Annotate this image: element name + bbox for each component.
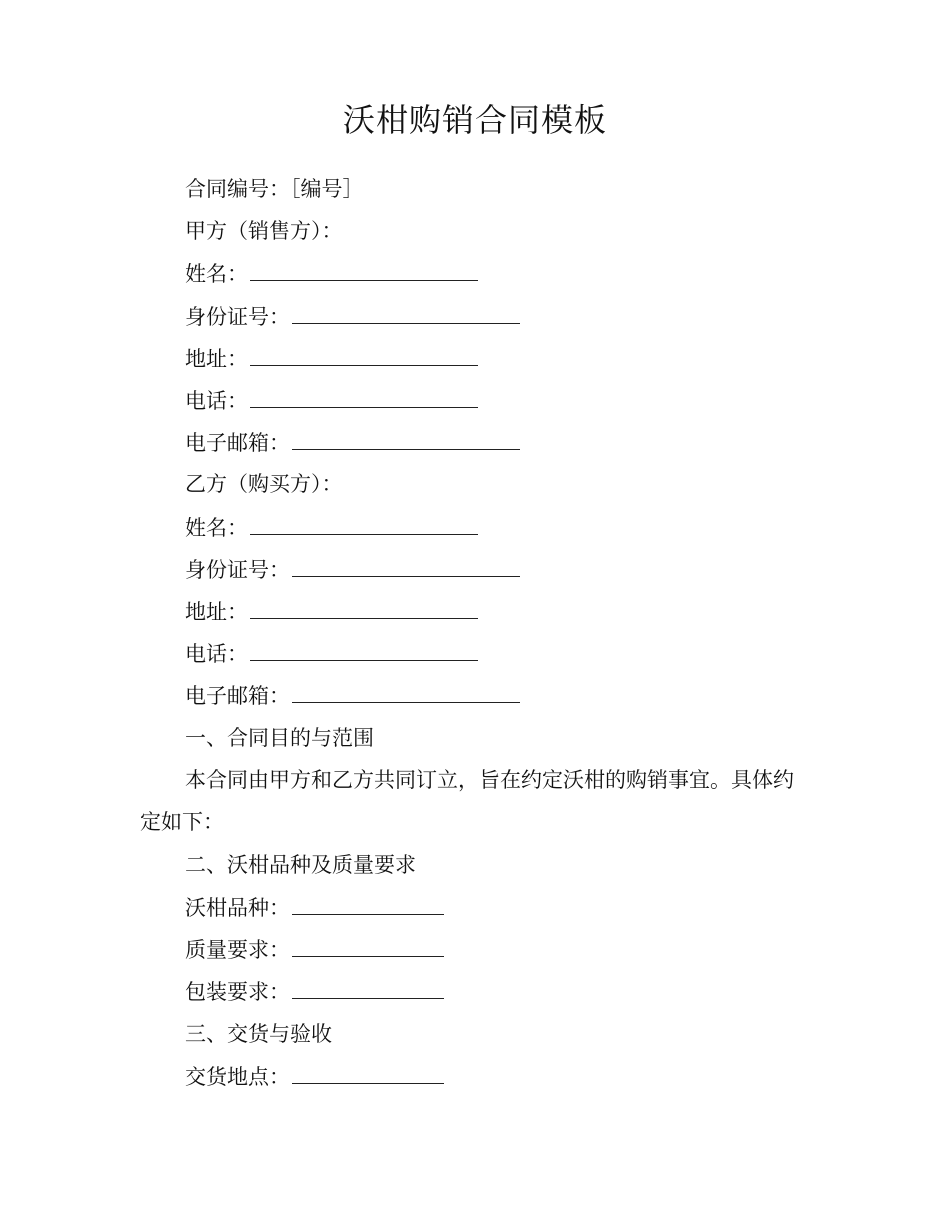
party-a-address-row (185, 343, 478, 374)
party-b-name-blank (250, 512, 478, 535)
party-a-name-row (185, 258, 478, 289)
section-1-body: 本合同由甲方和乙方共同订立，旨在约定沃柑的购销事宜。具体约定如下： (140, 768, 794, 834)
packaging-label: 包装要求： (185, 980, 290, 1004)
page-title: 沃柑购销合同模板 (342, 101, 607, 139)
variety-row (185, 892, 444, 923)
party-b-address-label: 地址： (185, 600, 248, 624)
party-b-address-blank (250, 596, 478, 619)
party-a-name-label: 姓名： (185, 262, 248, 286)
party-b-phone-label: 电话： (185, 642, 248, 666)
party-b-email-label: 电子邮箱： (185, 684, 290, 708)
packaging-blank (292, 976, 444, 999)
quality-row (185, 934, 444, 965)
party-a-phone-label: 电话： (185, 389, 248, 413)
delivery-location-row (185, 1061, 444, 1092)
party-b-name-row (185, 512, 478, 543)
party-a-address-blank (250, 343, 478, 366)
party-a-email-blank (292, 427, 520, 450)
party-a-id-row (185, 301, 520, 332)
party-b-email-blank (292, 680, 520, 703)
party-a-id-label: 身份证号： (185, 305, 290, 329)
variety-blank (292, 892, 444, 915)
party-b-id-row (185, 554, 520, 585)
party-b-email-row (185, 680, 520, 711)
party-a-email-row (185, 427, 520, 458)
party-b-heading: 乙方（购买方）： (185, 472, 343, 496)
party-b-id-label: 身份证号： (185, 558, 290, 582)
party-b-address-row (185, 596, 478, 627)
packaging-row (185, 976, 444, 1007)
party-a-email-label: 电子邮箱： (185, 431, 290, 455)
party-b-id-blank (292, 554, 520, 577)
party-a-heading: 甲方（销售方）： (185, 219, 343, 243)
party-a-phone-blank (250, 385, 478, 408)
variety-label: 沃柑品种： (185, 896, 290, 920)
contract-number: 合同编号：［编号］ (185, 177, 364, 201)
party-b-phone-row (185, 638, 478, 669)
party-a-phone-row (185, 385, 478, 416)
quality-blank (292, 934, 444, 957)
delivery-location-blank (292, 1061, 444, 1084)
party-b-name-label: 姓名： (185, 516, 248, 540)
party-a-address-label: 地址： (185, 347, 248, 371)
party-a-name-blank (250, 258, 478, 281)
party-b-phone-blank (250, 638, 478, 661)
section-3-heading: 三、交货与验收 (185, 1022, 332, 1046)
section-2-heading: 二、沃柑品种及质量要求 (185, 853, 416, 877)
party-a-id-blank (292, 301, 520, 324)
section-1-heading: 一、合同目的与范围 (185, 726, 374, 750)
quality-label: 质量要求： (185, 938, 290, 962)
delivery-location-label: 交货地点： (185, 1065, 290, 1089)
